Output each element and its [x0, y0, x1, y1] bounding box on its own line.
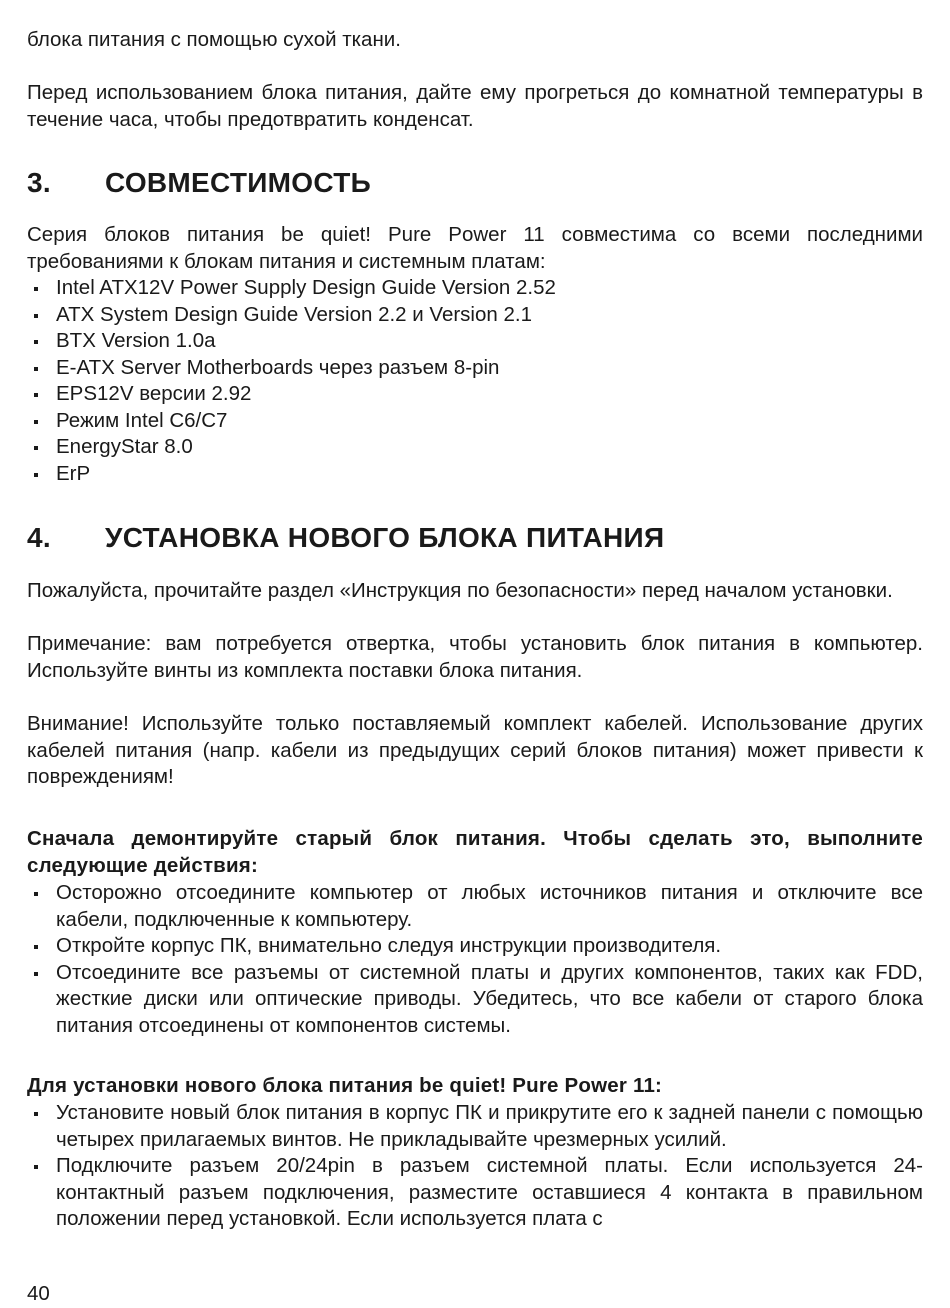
compatibility-list	[27, 275, 923, 487]
section-3-heading	[27, 166, 923, 200]
section-3-intro: Серия блоков питания be quiet! Pure Power 11 совместима со всеми последними требованиями к блокам питания и системным платам:	[27, 223, 923, 273]
section-4-title: УСТАНОВКА НОВОГО БЛОКА ПИТАНИЯ	[105, 522, 665, 553]
section-3-number: 3.	[27, 167, 51, 198]
page-number: 40	[27, 1282, 50, 1305]
intro-paragraph: Перед использованием блока питания, дайте ему прогреться до комнатной температуры в течение часа, чтобы предотвратить конденсат.	[27, 81, 923, 131]
list-item: Осторожно отсоедините компьютер от любых источников питания и отключите все кабели, подключенные к компьютеру.	[27, 880, 923, 933]
list-item: ATX System Design Guide Version 2.2 и Version 2.1	[27, 302, 923, 329]
list-item: Откройте корпус ПК, внимательно следуя инструкции производителя.	[27, 933, 923, 960]
list-item: Intel ATX12V Power Supply Design Guide Version 2.52	[27, 275, 923, 302]
list-item: Режим Intel C6/C7	[27, 408, 923, 435]
list-item: Отсоедините все разъемы от системной платы и других компонентов, таких как FDD, жесткие диски или оптические приводы. Убедитесь, что все кабели от старого блока питания отсоединены от компонентов системы.	[27, 960, 923, 1040]
list-item: BTX Version 1.0a	[27, 328, 923, 355]
intro-line: блока питания с помощью сухой ткани.	[27, 28, 401, 51]
list-item: EPS12V версии 2.92	[27, 381, 923, 408]
list-item: Подключите разъем 20/24pin в разъем системной платы. Если используется 24-контактный разъем подключения, разместите оставшиеся 4 контакта в правильном положении перед установкой. Если используется плата с	[27, 1153, 923, 1233]
section-4-note: Примечание: вам потребуется отвертка, чтобы установить блок питания в компьютер. Используйте винты из комплекта поставки блока питания.	[27, 632, 923, 682]
list-item: EnergyStar 8.0	[27, 434, 923, 461]
removal-subheading: Сначала демонтируйте старый блок питания. Чтобы сделать это, выполните следующие действия:	[27, 827, 923, 877]
list-item: E-ATX Server Motherboards через разъем 8-pin	[27, 355, 923, 382]
section-4-number: 4.	[27, 522, 51, 553]
install-subheading: Для установки нового блока питания be quiet! Pure Power 11:	[27, 1074, 663, 1097]
list-item: Установите новый блок питания в корпус ПК и прикрутите его к задней панели с помощью четырех прилагаемых винтов. Не прикладывайте чрезмерных усилий.	[27, 1100, 923, 1153]
removal-steps-list	[27, 880, 923, 1039]
list-item: ErP	[27, 461, 923, 488]
section-4-warning: Внимание! Используйте только поставляемый комплект кабелей. Использование других кабелей питания (напр. кабели из предыдущих серий блоков питания) может привести к повреждениям!	[27, 712, 923, 788]
section-4-paragraph-1: Пожалуйста, прочитайте раздел «Инструкция по безопасности» перед началом установки.	[27, 579, 893, 602]
section-4-heading	[27, 521, 923, 555]
section-3-title: СОВМЕСТИМОСТЬ	[105, 167, 372, 198]
install-steps-list	[27, 1100, 923, 1233]
